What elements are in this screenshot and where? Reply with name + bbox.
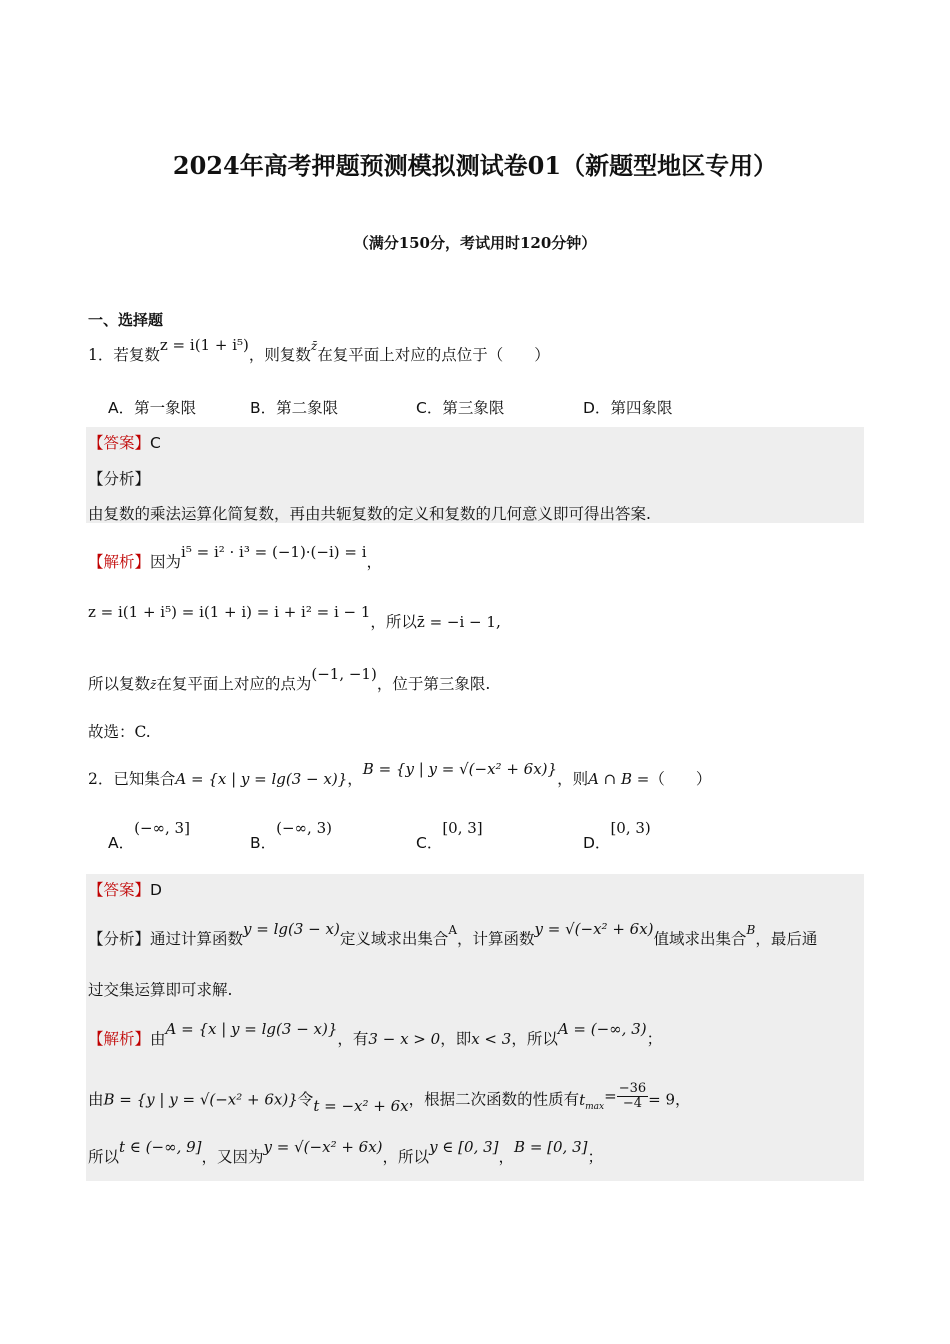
section-heading: 一、选择题 <box>88 311 164 329</box>
solution-line-2: 由B = {y | y = √(−x² + 6x)}令t = −x² + 6x，根据二次函数的性质有$t_{max}=$ $\frac{-36}{-4}$ = 9， <box>88 1081 691 1115</box>
formula: t = −x² + 6x <box>313 1096 409 1115</box>
formula: A = {x | y = lg(3 − x)} <box>165 1020 338 1038</box>
analysis-text: 由复数的乘法运算化简复数，再由共轭复数的定义和复数的几何意义即可得出答案. <box>88 505 651 523</box>
formula: 3 − x > 0 <box>368 1030 441 1048</box>
page-title: 2024年高考押题预测模拟测试卷01（新题型地区专用） <box>172 151 778 180</box>
answer-value: D <box>150 881 162 899</box>
option-c[interactable]: C．第三象限 <box>416 399 505 417</box>
answer-tag: 【答案】 <box>88 881 151 899</box>
formula: z̄ <box>310 339 318 353</box>
formula: x < 3 <box>471 1030 512 1048</box>
option-c[interactable]: C．[0, 3] <box>416 819 483 852</box>
option-a[interactable]: A．(−∞, 3] <box>108 819 190 852</box>
formula: A = {x | y = lg(3 − x)} <box>175 770 348 788</box>
formula: y = √(−x² + 6x) <box>534 920 654 938</box>
option-b[interactable]: B．(−∞, 3) <box>250 819 332 852</box>
answer-tag: 【答案】 <box>88 434 151 452</box>
formula: B = {y | y = √(−x² + 6x)} <box>362 760 558 778</box>
stem-text: 在复平面上对应的点位于（ ） <box>317 346 550 364</box>
stem-text: 若复数 <box>113 346 160 364</box>
formula: B <box>746 923 756 937</box>
formula: z = i(1 + i⁵) <box>159 336 249 354</box>
analysis-tag: 【分析】 <box>88 470 151 488</box>
formula: A ∩ B = <box>588 770 650 788</box>
formula: = 9 <box>648 1090 676 1109</box>
formula: B = {y | y = √(−x² + 6x)} <box>103 1090 298 1109</box>
formula: z = i(1 + i⁵) = i(1 + i) = i + i² = i − 1 <box>88 603 371 621</box>
formula: y ∈ [0, 3] <box>429 1138 499 1156</box>
stem-text: ，则复数 <box>248 346 311 364</box>
formula: z̄ <box>150 678 157 692</box>
page-subtitle: （满分150分，考试用时120分钟） <box>353 234 597 252</box>
solution-line-3: 所以t ∈ (−∞, 9]，又因为y = √(−x² + 6x)，所以y ∈ [0, 3]，B = [0, 3]； <box>88 1138 604 1166</box>
choice-line: 故选：C. <box>88 723 151 741</box>
answer-line <box>88 431 161 453</box>
question-2-stem: 2．已知集合A = {x | y = lg(3 − x)}，B = {y | y = √(−x² + 6x)}，则A ∩ B =（ ） <box>88 760 712 788</box>
analysis-tag: 【分析】 <box>88 930 151 948</box>
analysis-line-1: 【分析】通过计算函数y = lg(3 − x)定义域求出集合$^A$，计算函数y = √(−x² + 6x)值域求出集合$^B$，最后通 <box>88 920 818 948</box>
analysis-line-2: 过交集运算即可求解. <box>88 981 233 999</box>
question-1-stem <box>88 336 550 365</box>
formula: (−1, −1) <box>311 665 377 683</box>
formula: t ∈ (−∞, 9] <box>119 1138 202 1156</box>
solution-tag: 【解析】 <box>88 1030 151 1048</box>
formula: $t_{max}$ <box>579 1090 605 1112</box>
formula: y = lg(3 − x) <box>243 920 340 938</box>
solution-line-1: 【解析】因为i⁵ = i² · i³ = (−1)·(−i) = i， <box>88 543 383 571</box>
option-b[interactable]: B．第二象限 <box>250 399 339 417</box>
option-d[interactable]: D．[0, 3) <box>583 819 651 852</box>
solution-line-3: 所以复数z̄在复平面上对应的点为(−1, −1)，位于第三象限. <box>88 665 491 693</box>
question-number: 2． <box>88 770 114 788</box>
formula: B = [0, 3] <box>514 1138 588 1156</box>
formula: A = (−∞, 3) <box>557 1020 647 1038</box>
answer-value: C <box>150 434 161 452</box>
solution-line-2: z = i(1 + i⁵) = i(1 + i) = i + i² = i − 1，所以z̄ = −i − 1, <box>88 603 501 631</box>
formula: z̄ = −i − 1 <box>416 613 496 631</box>
formula: y = √(−x² + 6x) <box>263 1138 383 1156</box>
formula: i⁵ = i² · i³ = (−1)·(−i) = i <box>181 543 367 561</box>
solution-tag: 【解析】 <box>88 553 151 571</box>
option-a[interactable]: A．第一象限 <box>108 399 197 417</box>
fraction: $\frac{-36}{-4}$ <box>618 1081 647 1111</box>
question-number: 1． <box>88 346 114 364</box>
option-d[interactable]: D．第四象限 <box>583 399 673 417</box>
solution-line-1: 【解析】由A = {x | y = lg(3 − x)}，有3 − x > 0，即x < 3，所以A = (−∞, 3)； <box>88 1020 663 1048</box>
answer-line <box>88 878 162 900</box>
formula: A <box>448 923 458 937</box>
